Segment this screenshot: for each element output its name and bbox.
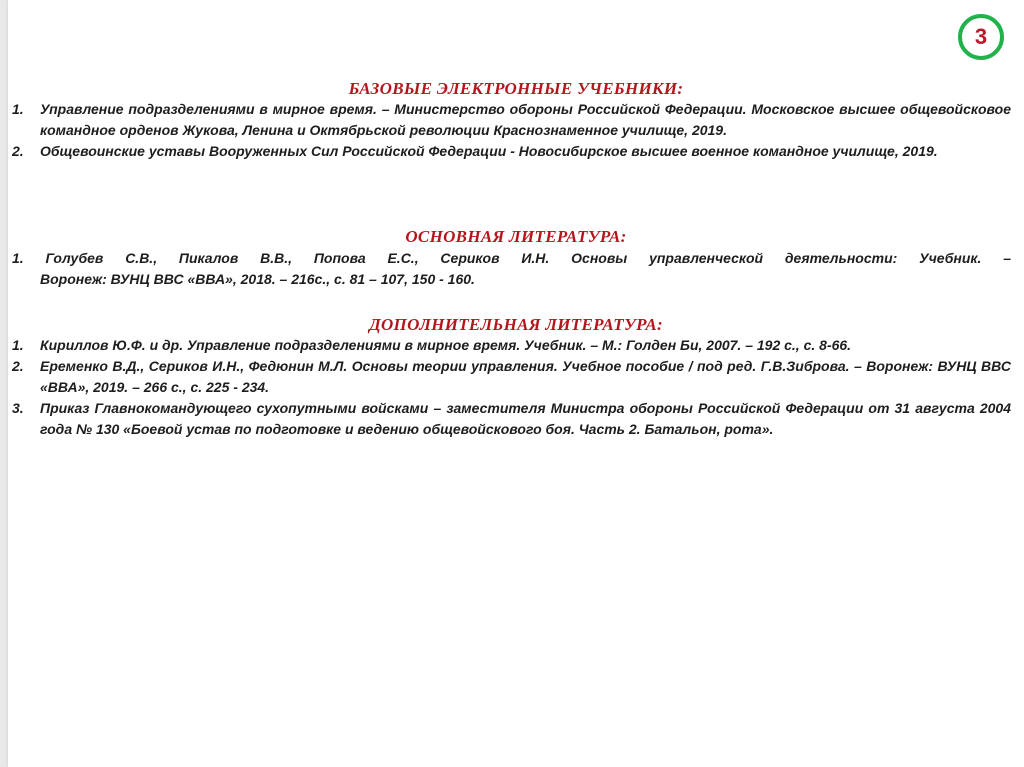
list-item	[12, 141, 1011, 162]
list-item	[12, 99, 1011, 141]
item-text: Кириллов Ю.Ф. и др. Управление подразделениями в мирное время. Учебник. – М.: Голден Би, 2007. – 192 с., с. 8-66.	[40, 337, 852, 353]
item-text-first-line: Голубев С.В., Пикалов В.В., Попова Е.С., Сериков И.Н. Основы управленческой деятельности: Учебник. –	[45, 250, 1012, 266]
item-text: Приказ Главнокомандующего сухопутными войсками – заместителя Министра обороны Российской Федерации от 31 августа 2004 года № 130 «Боевой устав по подготовке и ведению общевойскового боя. Часть 2. Батальон, рота».	[40, 400, 1011, 437]
page-number: 3	[974, 24, 988, 49]
item-number: 2.	[12, 143, 24, 159]
list-additional-literature	[12, 335, 1011, 440]
list-main-literature	[12, 248, 1011, 290]
item-number: 1.	[12, 337, 24, 353]
section-title-main-literature: ОСНОВНАЯ ЛИТЕРАТУРА:	[405, 227, 627, 246]
item-number: 3.	[12, 400, 24, 416]
section-title-additional-literature: ДОПОЛНИТЕЛЬНАЯ ЛИТЕРАТУРА:	[369, 315, 663, 334]
section-title-basic-textbooks: БАЗОВЫЕ ЭЛЕКТРОННЫЕ УЧЕБНИКИ:	[348, 79, 684, 98]
list-basic-textbooks	[12, 99, 1011, 162]
page-number-badge	[958, 14, 1004, 60]
item-text: Общевоинские уставы Вооруженных Сил Российской Федерации - Новосибирское высшее военное командное училище, 2019.	[40, 143, 938, 159]
list-item	[12, 248, 1011, 290]
item-text-continuation: Воронеж: ВУНЦ ВВС «ВВА», 2018. – 216с., с. 81 – 107, 150 - 160.	[40, 271, 475, 287]
list-item	[12, 335, 1011, 356]
list-item	[12, 356, 1011, 398]
list-item	[12, 398, 1011, 440]
item-text: Управление подразделениями в мирное время. – Министерство обороны Российской Федерации. Московское высшее общевойсковое командное орденов Жукова, Ленина и Октябрьской революции Краснознаменное училище, 2019.	[40, 101, 1011, 138]
item-number: 1.	[12, 250, 24, 266]
item-number: 1.	[12, 101, 24, 117]
item-text: Еременко В.Д., Сериков И.Н., Федюнин М.Л. Основы теории управления. Учебное пособие / под ред. Г.В.Зиброва. – Воронеж: ВУНЦ ВВС «ВВА», 2019. – 266 с., с. 225 - 234.	[40, 358, 1011, 395]
item-number: 2.	[12, 358, 24, 374]
